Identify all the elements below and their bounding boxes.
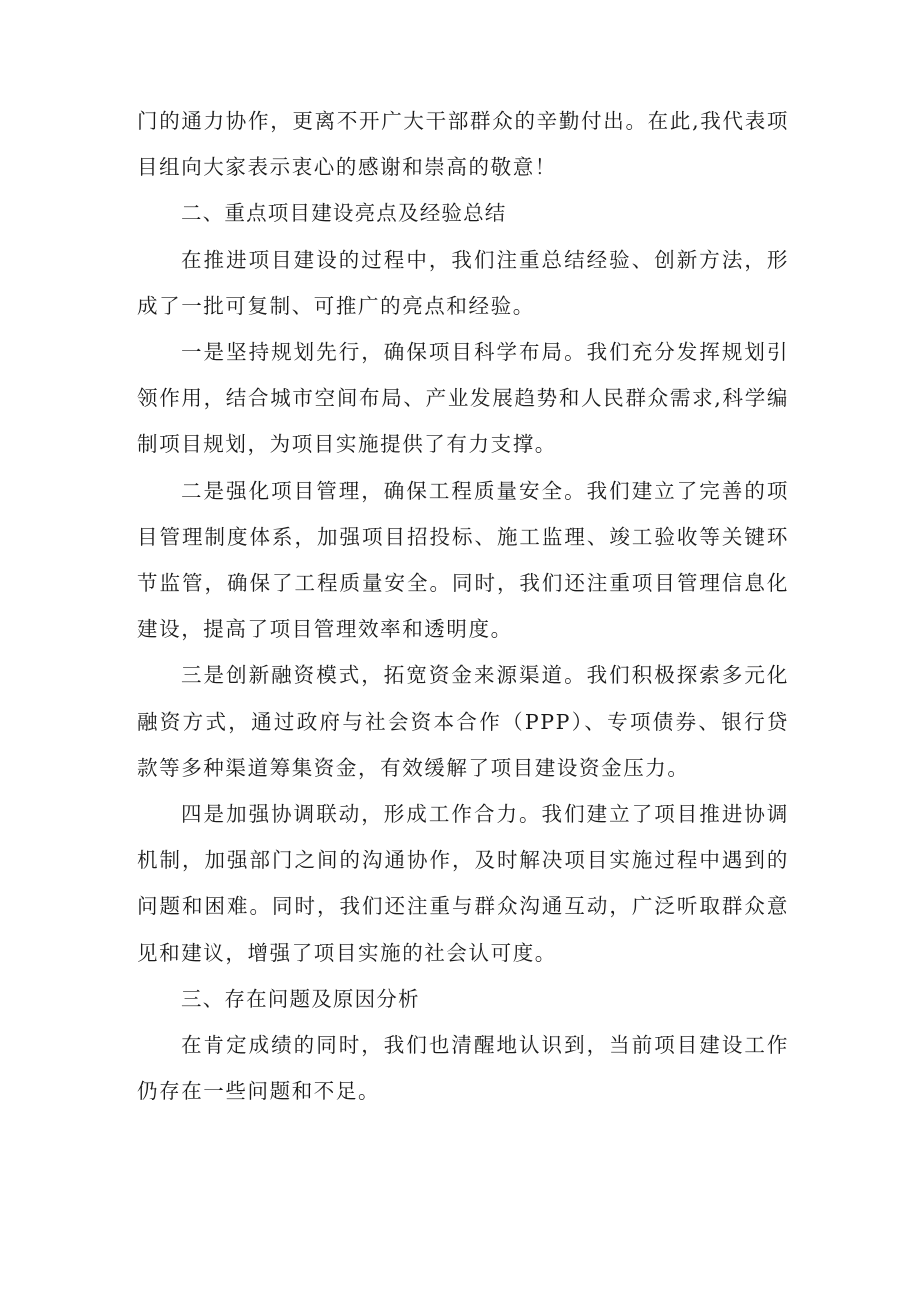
paragraph-problems-intro: 在肯定成绩的同时，我们也清醒地认识到，当前项目建设工作仍存在一些问题和不足。 (137, 1033, 789, 1104)
paragraph-point-2: 二是强化项目管理，确保工程质量安全。我们建立了完善的项目管理制度体系，加强项目招投标、施工监理、竣工验收等关键环节监管，确保了工程质量安全。同时，我们还注重项目管理信息化建设，提高了项目管理效率和透明度。 (137, 478, 789, 642)
section-heading-2: 二、重点项目建设亮点及经验总结 (181, 201, 507, 226)
paragraph-continuation: 门的通力协作，更离不开广大干部群众的辛勤付出。在此,我代表项目组向大家表示衷心的感谢和崇高的敬意！ (137, 109, 789, 180)
paragraph-intro: 在推进项目建设的过程中，我们注重总结经验、创新方法，形成了一批可复制、可推广的亮点和经验。 (137, 247, 789, 318)
section-heading-3: 三、存在问题及原因分析 (181, 986, 420, 1011)
paragraph-point-3: 三是创新融资模式，拓宽资金来源渠道。我们积极探索多元化融资方式，通过政府与社会资本合作（PPP）、专项债券、银行贷款等多种渠道筹集资金，有效缓解了项目建设资金压力。 (137, 663, 789, 780)
paragraph-point-1: 一是坚持规划先行，确保项目科学布局。我们充分发挥规划引领作用，结合城市空间布局、产业发展趋势和人民群众需求,科学编制项目规划，为项目实施提供了有力支撑。 (137, 340, 789, 457)
paragraph-point-4: 四是加强协调联动，形成工作合力。我们建立了项目推进协调机制，加强部门之间的沟通协作，及时解决项目实施过程中遇到的问题和困难。同时，我们还注重与群众沟通互动，广泛听取群众意见和建议，增强了项目实施的社会认可度。 (137, 802, 789, 965)
document-page (137, 98, 789, 1114)
